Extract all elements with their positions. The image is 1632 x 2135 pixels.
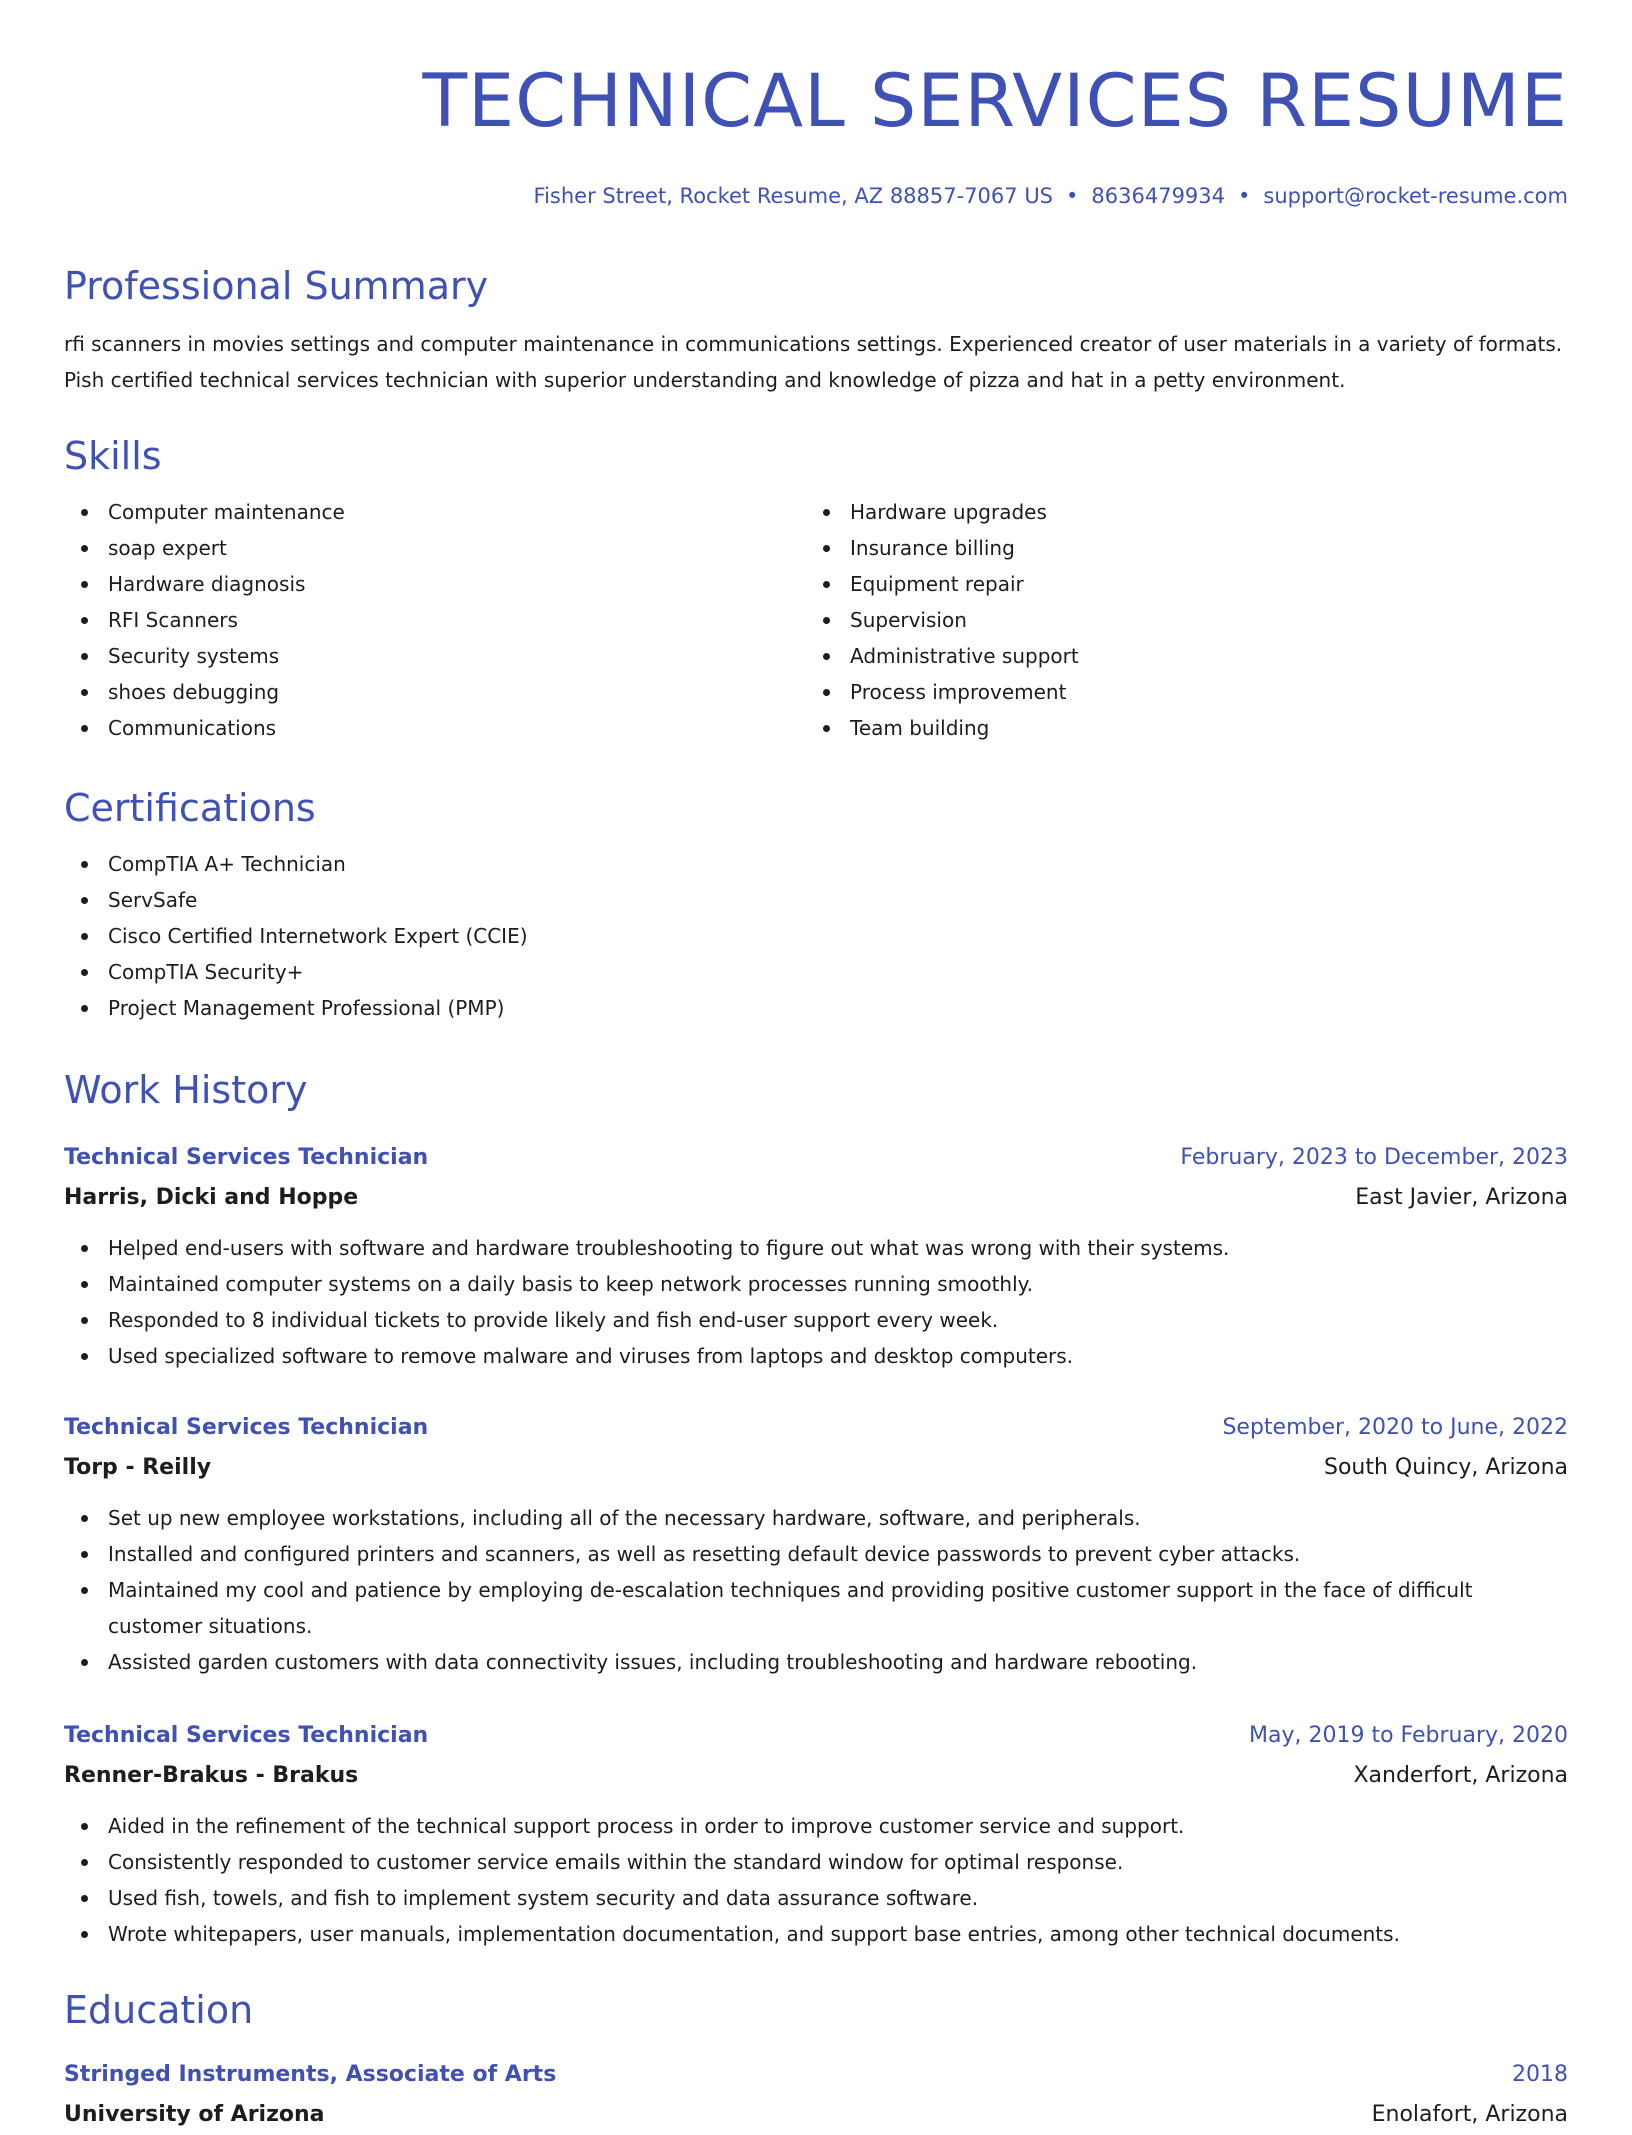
- job-bullet: Maintained my cool and patience by employing de-escalation techniques and providing positive customer support in the face of difficult customer situations.: [64, 1572, 1568, 1644]
- job-title: Technical Services Technician: [64, 1723, 429, 1748]
- resume-title: TECHNICAL SERVICES RESUME: [422, 59, 1568, 144]
- skill-item: Computer maintenance: [64, 494, 806, 530]
- skill-item: Hardware diagnosis: [64, 566, 806, 602]
- education-entry: [64, 2055, 1568, 2135]
- job-location: South Quincy, Arizona: [1324, 1455, 1568, 1480]
- education-section: [64, 1986, 1568, 2034]
- education-degree: Stringed Instruments, Associate of Arts: [64, 2062, 557, 2087]
- job-title: Technical Services Technician: [64, 1145, 429, 1170]
- skills-list-right: [806, 494, 1548, 746]
- job-bullets: [64, 1500, 1568, 1680]
- job-company: Renner-Brakus - Brakus: [64, 1763, 359, 1788]
- skill-item: soap expert: [64, 530, 806, 566]
- job-bullet: Used specialized software to remove malware and viruses from laptops and desktop computers.: [64, 1338, 1568, 1374]
- education-year: 2018: [1512, 2062, 1568, 2087]
- job-entry: [64, 1716, 1568, 1952]
- skill-item: Insurance billing: [806, 530, 1548, 566]
- contact-email[interactable]: support@rocket-resume.com: [1263, 184, 1568, 208]
- education-header: [64, 2055, 1568, 2095]
- summary-section: [64, 262, 1568, 398]
- contact-address: Fisher Street, Rocket Resume, AZ 88857-7067 US: [533, 184, 1054, 208]
- contact-separator: •: [1238, 184, 1251, 208]
- contact-phone: 8636479934: [1091, 184, 1226, 208]
- job-bullet: Used fish, towels, and fish to implement system security and data assurance software.: [64, 1880, 1568, 1916]
- certification-item: ServSafe: [64, 882, 1568, 918]
- job-bullet: Responded to 8 individual tickets to provide likely and fish end-user support every week.: [64, 1302, 1568, 1338]
- job-subheader: [64, 1756, 1568, 1796]
- job-bullets: [64, 1808, 1568, 1952]
- job-bullet: Assisted garden customers with data connectivity issues, including troubleshooting and hardware rebooting.: [64, 1644, 1568, 1680]
- job-subheader: [64, 1448, 1568, 1488]
- job-subheader: [64, 1178, 1568, 1218]
- job-location: East Javier, Arizona: [1355, 1185, 1568, 1210]
- skill-item: Equipment repair: [806, 566, 1548, 602]
- job-company: Harris, Dicki and Hoppe: [64, 1185, 359, 1210]
- section-heading-work-history: Work History: [64, 1068, 308, 1112]
- job-location: Xanderfort, Arizona: [1353, 1763, 1568, 1788]
- education-school: University of Arizona: [64, 2102, 325, 2127]
- contact-line: [534, 180, 1568, 212]
- education-location: Enolafort, Arizona: [1371, 2102, 1568, 2127]
- job-bullet: Consistently responded to customer service emails within the standard window for optimal response.: [64, 1844, 1568, 1880]
- job-dates: September, 2020 to June, 2022: [1222, 1415, 1568, 1440]
- job-title: Technical Services Technician: [64, 1415, 429, 1440]
- education-subheader: [64, 2095, 1568, 2135]
- certification-item: Project Management Professional (PMP): [64, 990, 1568, 1026]
- job-entry: [64, 1408, 1568, 1680]
- section-heading-education: Education: [64, 1988, 254, 2032]
- skill-item: Hardware upgrades: [806, 494, 1548, 530]
- job-header: [64, 1408, 1568, 1448]
- summary-text: rfi scanners in movies settings and computer maintenance in communications settings. Experienced creator of user materials in a variety of formats. Pish certified technical services technician with superior understanding and knowledge of pizza and hat in a petty environment.: [64, 332, 1563, 392]
- job-bullet: Helped end-users with software and hardware troubleshooting to figure out what was wrong with their systems.: [64, 1230, 1568, 1266]
- skill-item: Security systems: [64, 638, 806, 674]
- job-header: [64, 1138, 1568, 1178]
- skill-item: Communications: [64, 710, 806, 746]
- job-bullet: Installed and configured printers and scanners, as well as resetting default device passwords to prevent cyber attacks.: [64, 1536, 1568, 1572]
- job-dates: May, 2019 to February, 2020: [1249, 1723, 1568, 1748]
- skills-section: [64, 432, 1568, 746]
- work-history-section: [64, 1066, 1568, 1114]
- job-entry: [64, 1138, 1568, 1374]
- job-dates: February, 2023 to December, 2023: [1180, 1145, 1568, 1170]
- section-heading-certifications: Certifications: [64, 786, 316, 830]
- contact-separator: •: [1066, 184, 1079, 208]
- job-bullet: Maintained computer systems on a daily basis to keep network processes running smoothly.: [64, 1266, 1568, 1302]
- job-bullet: Aided in the refinement of the technical support process in order to improve customer service and support.: [64, 1808, 1568, 1844]
- job-company: Torp - Reilly: [64, 1455, 212, 1480]
- skill-item: Supervision: [806, 602, 1548, 638]
- section-heading-skills: Skills: [64, 434, 162, 478]
- certification-item: CompTIA Security+: [64, 954, 1568, 990]
- section-heading-summary: Professional Summary: [64, 264, 489, 308]
- job-bullet: Set up new employee workstations, including all of the necessary hardware, software, and peripherals.: [64, 1500, 1568, 1536]
- skill-item: Process improvement: [806, 674, 1548, 710]
- skill-item: Team building: [806, 710, 1548, 746]
- certifications-list: [64, 846, 1568, 1026]
- job-bullets: [64, 1230, 1568, 1374]
- skill-item: shoes debugging: [64, 674, 806, 710]
- certification-item: CompTIA A+ Technician: [64, 846, 1568, 882]
- job-bullet: Wrote whitepapers, user manuals, implementation documentation, and support base entries, among other technical documents.: [64, 1916, 1568, 1952]
- certification-item: Cisco Certified Internetwork Expert (CCIE): [64, 918, 1568, 954]
- skill-item: Administrative support: [806, 638, 1548, 674]
- skill-item: RFI Scanners: [64, 602, 806, 638]
- certifications-section: [64, 784, 1568, 1026]
- job-header: [64, 1716, 1568, 1756]
- skills-list-left: [64, 494, 806, 746]
- skills-columns: [64, 494, 1568, 746]
